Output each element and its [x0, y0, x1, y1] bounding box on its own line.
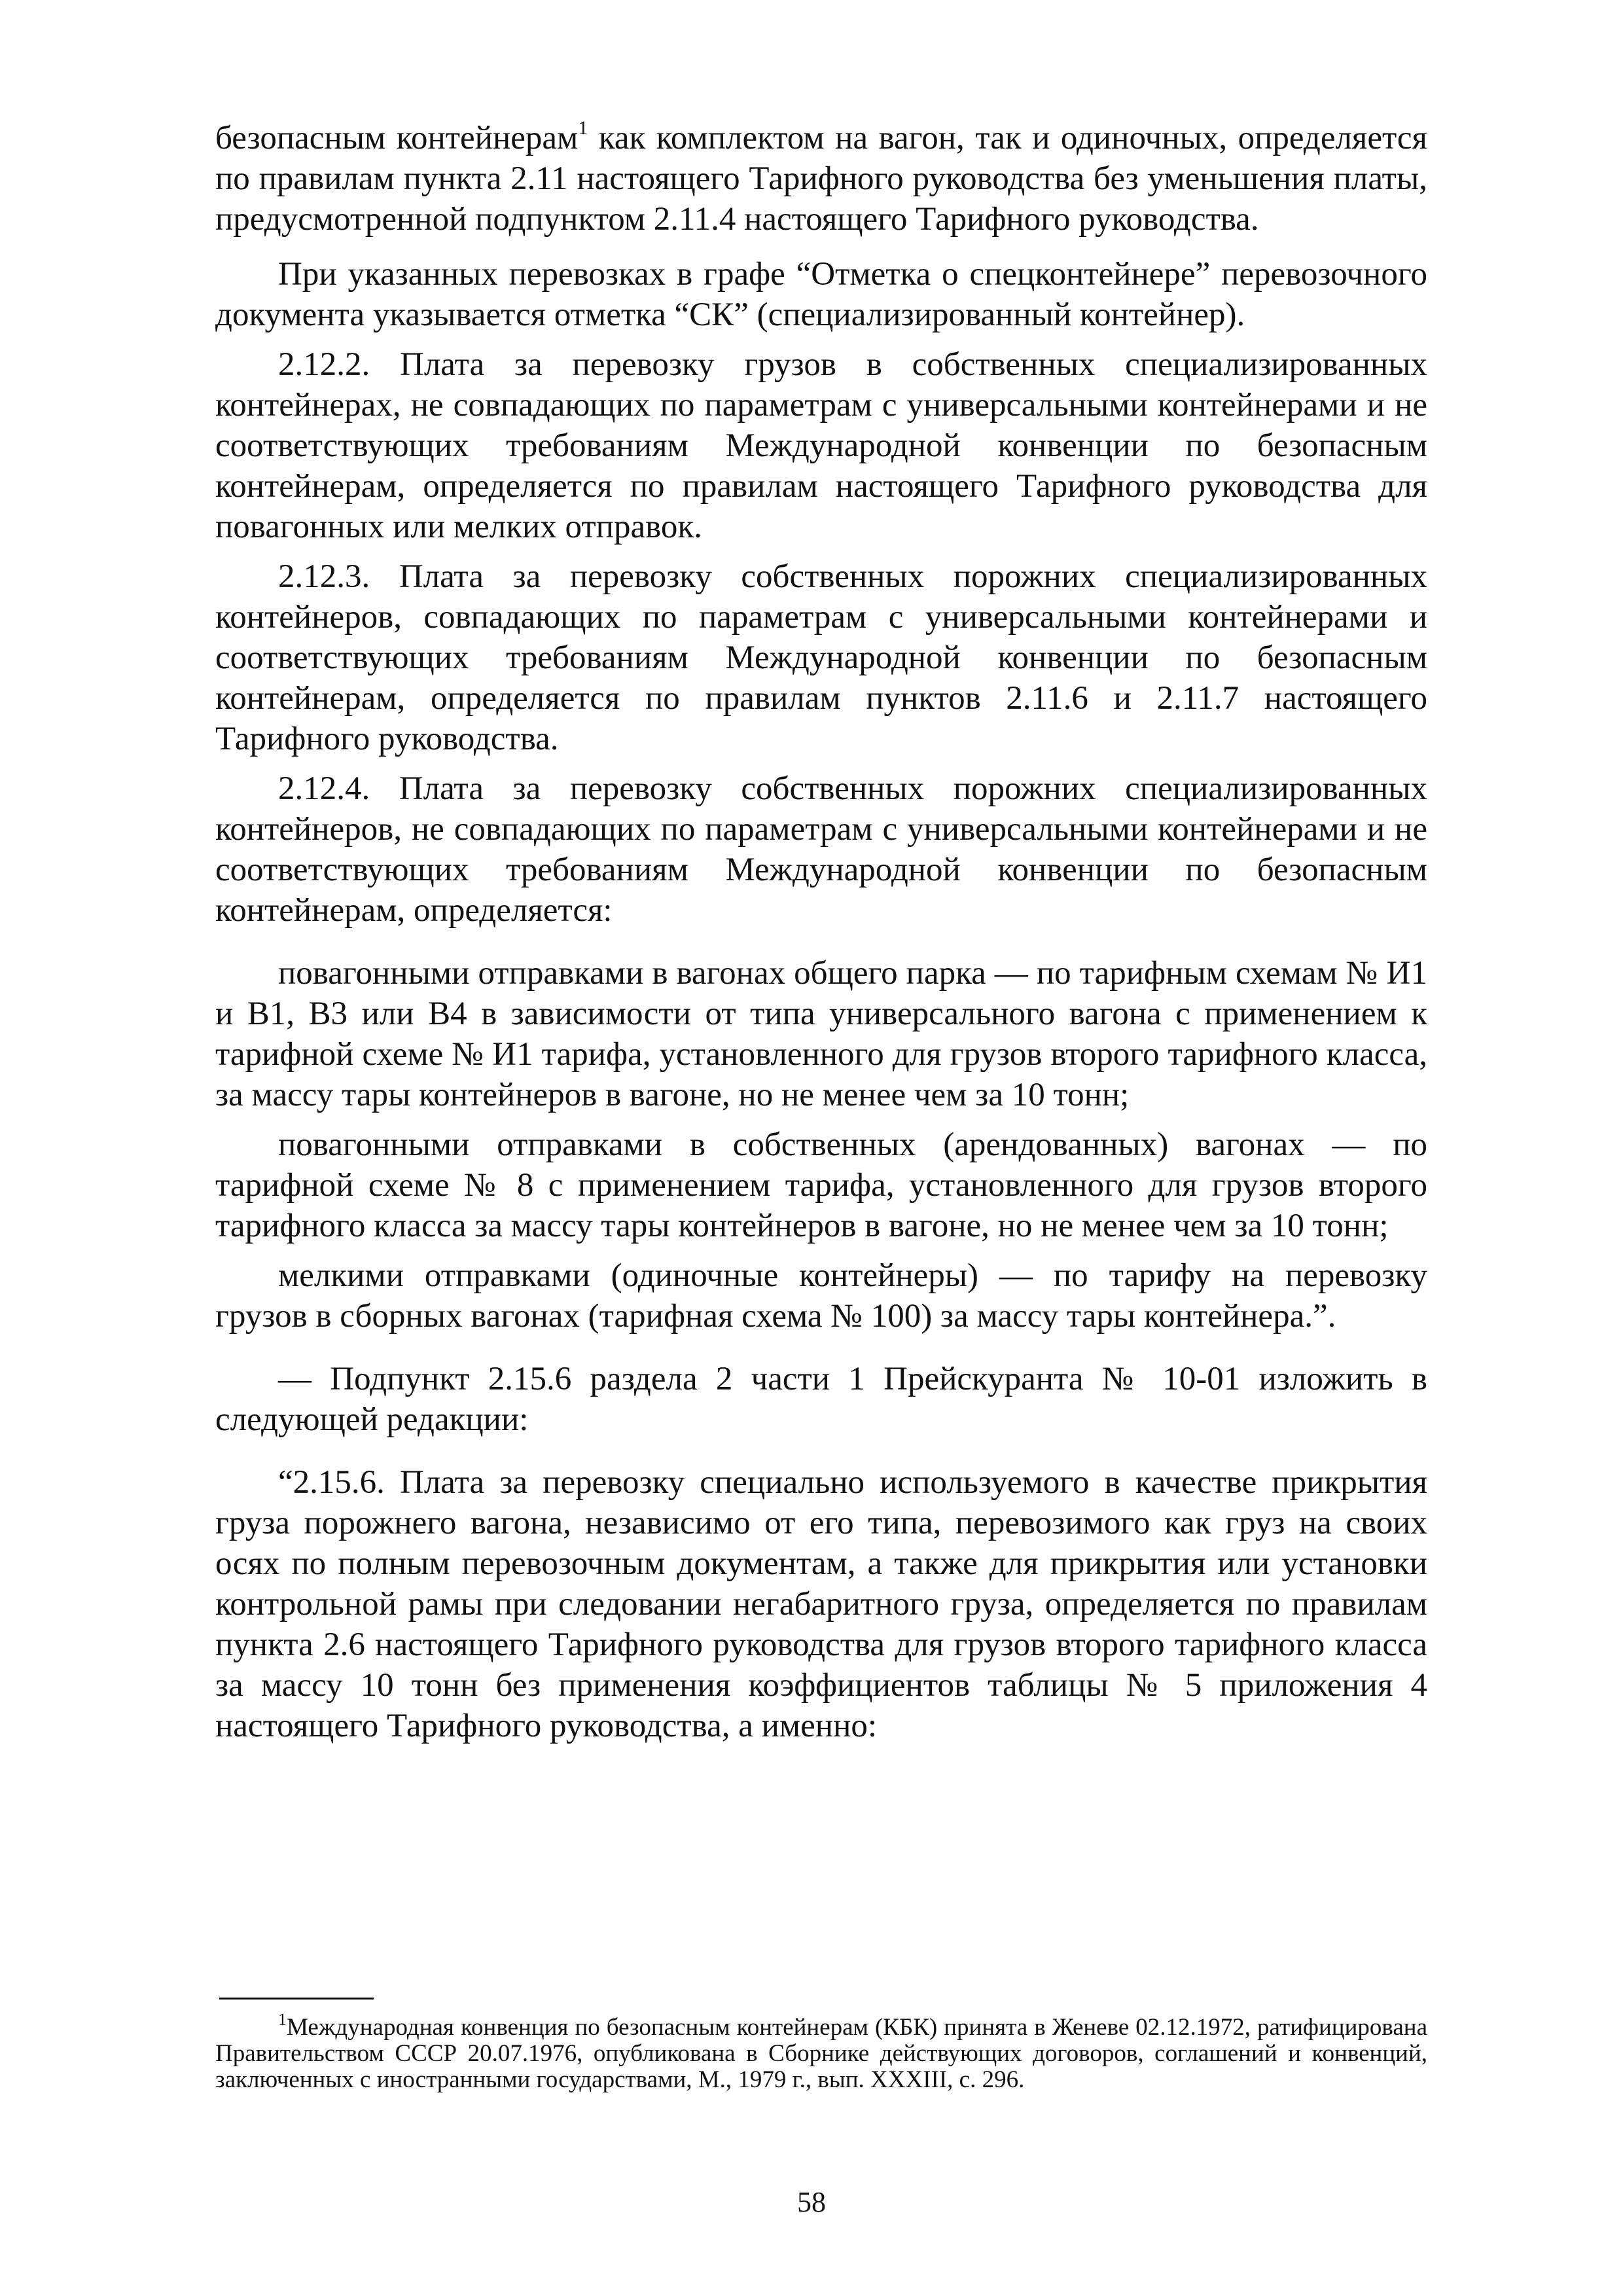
paragraph-1-text-start: безопасным контейнерам — [215, 120, 579, 156]
paragraph-2-12-3: 2.12.3. Плата за перевозку собственных порожних специализированных контейнеров, совпадающих по параметрам с универсальными контейнерами и соответствующих требованиям Международной конвенции по безопасным контейнерам, определяется по правилам пунктов 2.11.6 и 2.11.7 настоящего Тарифного руководства. — [215, 558, 1427, 757]
list-item-own-wagons: повагонными отправками в собственных (арендованных) вагонах — по тарифной схеме № 8 с применением тарифа, установленного для грузов второго тарифного класса за массу тары контейнеров в вагоне, но не менее чем за 10 тонн; — [215, 1126, 1427, 1244]
list-item-small-shipments: мелкими отправками (одиночные контейнеры) — по тарифу на перевозку грузов в сборных вагонах (тарифная схема № 100) за массу тары контейнера.”. — [215, 1257, 1427, 1335]
paragraph-1 — [215, 118, 1427, 240]
document-body — [215, 118, 1427, 1746]
list-item-general-fleet: повагонными отправками в вагонах общего парка — по тарифным схемам № И1 и В1, В3 или В4 в зависимости от типа универсального вагона с применением к тарифной схеме № И1 тарифа, установленного для грузов второго тарифного класса, за массу тары контейнеров в вагоне, но не менее чем за 10 тонн; — [215, 955, 1427, 1113]
paragraph-2-15-6: “2.15.6. Плата за перевозку специально используемого в качестве прикрытия груза порожнего вагона, независимо от его типа, перевозимого как груз на своих осях по полным перевозочным документам, а также для прикрытия или установки контрольной рамы при следовании негабаритного груза, определяется по правилам пункта 2.6 настоящего Тарифного руководства для грузов второго тарифного класса за массу 10 тонн без применения коэффициентов таблицы № 5 приложения 4 настоящего Тарифного руководства, а именно: — [215, 1464, 1427, 1744]
paragraph-amendment: — Подпункт 2.15.6 раздела 2 части 1 Прейскуранта № 10-01 изложить в следующей редакции: — [215, 1361, 1427, 1438]
paragraph-2: При указанных перевозках в графе “Отметка о спецконтейнере” перевозочного документа указывается отметка “СК” (специализированный контейнер). — [215, 256, 1427, 333]
footnote-marker: 1 — [278, 2009, 287, 2029]
paragraph-2-12-2: 2.12.2. Плата за перевозку грузов в собственных специализированных контейнерах, не совпадающих по параметрам с универсальными контейнерами и не соответствующих требованиям Международной конвенции по безопасным контейнерам, определяется по правилам настоящего Тарифного руководства для повагонных или мелких отправок. — [215, 346, 1427, 545]
footnote-reference-marker: 1 — [578, 117, 588, 139]
footnote-separator — [219, 1998, 374, 2000]
footnote-text: Международная конвенция по безопасным контейнерам (КБК) принята в Женеве 02.12.1972, ратифицирована Правительством СССР 20.07.1976, опубликована в Сборнике действующих договоров, соглашений и конвенций, заключенных с иностранными государствами, М., 1979 г., вып. XXXIII, с. 296. — [215, 2014, 1427, 2093]
page-number: 58 — [797, 2186, 826, 2218]
paragraph-1-text-end: как комплектом на вагон, так и одиночных, определяется по правилам пункта 2.11 настоящего Тарифного руководства без уменьшения платы, предусмотренной подпунктом 2.11.4 настоящего Тарифного руководства. — [215, 120, 1428, 238]
paragraph-2-12-4: 2.12.4. Плата за перевозку собственных порожних специализированных контейнеров, не совпадающих по параметрам с универсальными контейнерами и не соответствующих требованиям Международной конвенции по безопасным контейнерам, определяется: — [215, 770, 1427, 929]
footnote — [215, 2009, 1427, 2093]
